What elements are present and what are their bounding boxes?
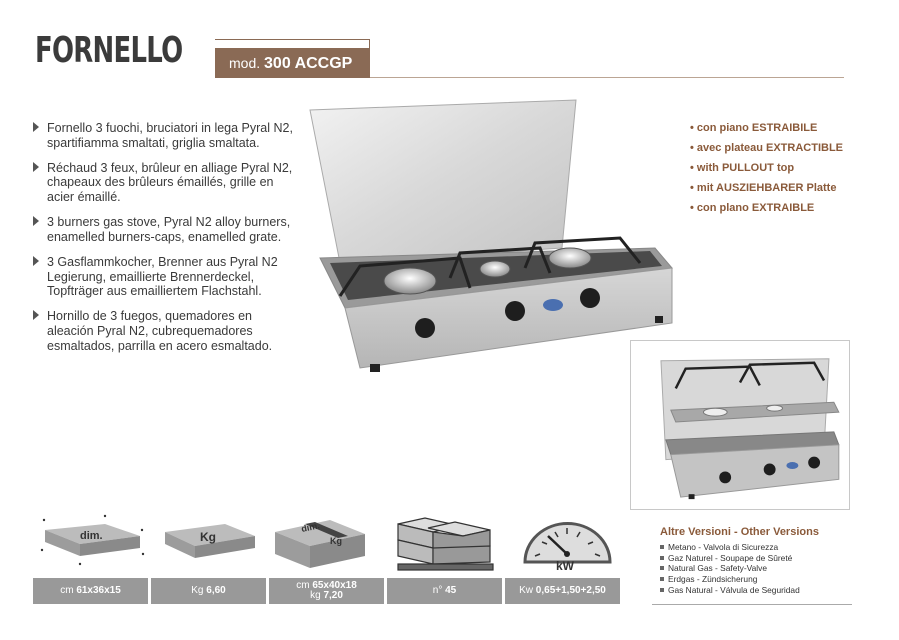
kw-label: kW <box>556 559 574 573</box>
square-bullet-icon <box>660 545 664 549</box>
kg-label: Kg <box>200 530 216 544</box>
stove-main-image <box>300 98 680 378</box>
version-text: Metano - Valvola di Sicurezza <box>668 542 779 552</box>
spec-power-value: 0,65+1,50+2,50 <box>535 585 606 596</box>
square-bullet-icon <box>660 556 664 560</box>
pallet-icon <box>398 518 493 570</box>
product-title: FORNELLO <box>35 30 183 71</box>
arrow-icon <box>33 310 39 320</box>
spec-pallet <box>387 578 502 604</box>
spec-pack-weight <box>296 591 357 601</box>
header-rule <box>370 77 844 78</box>
version-item <box>660 585 860 596</box>
pack-kg-label: Kg <box>330 536 342 546</box>
pack-dim-label: dim. <box>300 520 321 534</box>
spec-weight <box>151 578 266 604</box>
feature-item: • avec plateau EXTRACTIBLE <box>690 142 844 154</box>
square-bullet-icon <box>660 577 664 581</box>
version-item <box>660 574 860 585</box>
model-label <box>229 55 352 73</box>
version-item <box>660 553 860 564</box>
description-text: Réchaud 3 feux, brûleur en alliage Pyral N2, chapeaux des brûleurs émaillés, grille en acier émaillé. <box>47 160 293 204</box>
spec-pallet-value: 45 <box>445 585 457 596</box>
square-bullet-icon <box>660 588 664 592</box>
version-text: Natural Gas - Safety-Valve <box>668 563 767 574</box>
spec-pack-dim-prefix: cm <box>296 580 310 591</box>
description-de <box>33 255 293 299</box>
version-item <box>660 542 860 553</box>
description-fr <box>33 161 293 205</box>
arrow-icon <box>33 162 39 172</box>
version-text: Erdgas - Zündsicherung <box>668 574 758 585</box>
dimensions-icon <box>41 515 144 565</box>
spec-dim-prefix: cm <box>60 585 74 596</box>
description-text: Fornello 3 fuochi, bruciatori in lega Pyral N2, spartifiamma smaltati, griglia smaltata. <box>47 121 293 150</box>
description-es <box>33 309 293 353</box>
spec-pack-weight-prefix: kg <box>310 590 321 601</box>
spec-power <box>505 578 620 604</box>
spec-pallet-prefix: n° <box>432 585 443 596</box>
square-bullet-icon <box>660 566 664 570</box>
arrow-icon <box>33 256 39 266</box>
spec-dimensions <box>33 578 148 604</box>
gauge-icon <box>525 524 610 573</box>
spec-pack-dim-value: 65x40x18 <box>312 580 357 591</box>
other-versions <box>660 526 860 596</box>
stove-exploded-image <box>630 340 850 510</box>
spec-package <box>269 578 384 604</box>
spec-dim-value: 61x36x15 <box>76 585 121 596</box>
version-text: Gas Natural - Válvula de Seguridad <box>668 584 800 595</box>
arrow-icon <box>33 122 39 132</box>
dim-label: dim. <box>80 530 103 542</box>
spec-weight-prefix: Kg <box>191 585 204 596</box>
spec-pack-weight-value: 7,20 <box>323 590 343 601</box>
weight-icon <box>165 524 255 558</box>
description-en <box>33 215 293 244</box>
model-code: 300 ACCGP <box>264 55 353 72</box>
description-it <box>33 121 293 150</box>
spec-icons <box>30 510 630 578</box>
spec-weight-value: 6,60 <box>206 585 226 596</box>
feature-item: • mit AUSZIEHBARER Platte <box>690 182 837 194</box>
description-list <box>33 121 293 364</box>
description-text: 3 burners gas stove, Pyral N2 alloy burners, enamelled burners-caps, enamelled grate. <box>47 215 291 244</box>
arrow-icon <box>33 216 39 226</box>
feature-item: • con plano EXTRAIBLE <box>690 202 815 214</box>
feature-item: • with PULLOUT top <box>690 162 795 174</box>
version-text: Gaz Naturel - Soupape de Sûreté <box>668 552 793 563</box>
spec-bar <box>33 578 623 604</box>
model-tag-tab <box>215 39 370 48</box>
spec-power-prefix: Kw <box>519 585 534 596</box>
model-prefix: mod. <box>229 55 261 71</box>
description-text: 3 Gasflammkocher, Brenner aus Pyral N2 Legierung, emaillierte Brennerdeckel, Topfträger aus emailliertem Flachstahl. <box>47 254 278 299</box>
versions-title: Altre Versioni - Other Versions <box>660 526 819 538</box>
feature-item: • con piano ESTRAIBILE <box>690 122 818 134</box>
description-text: Hornillo de 3 fuegos, quemadores en aleación Pyral N2, cubrequemadores esmaltados, parrilla en acero esmaltado. <box>47 309 273 353</box>
version-item <box>660 563 860 574</box>
model-tag <box>215 48 370 78</box>
package-icon <box>275 520 365 568</box>
versions-rule <box>652 604 852 605</box>
feature-list <box>690 118 843 218</box>
